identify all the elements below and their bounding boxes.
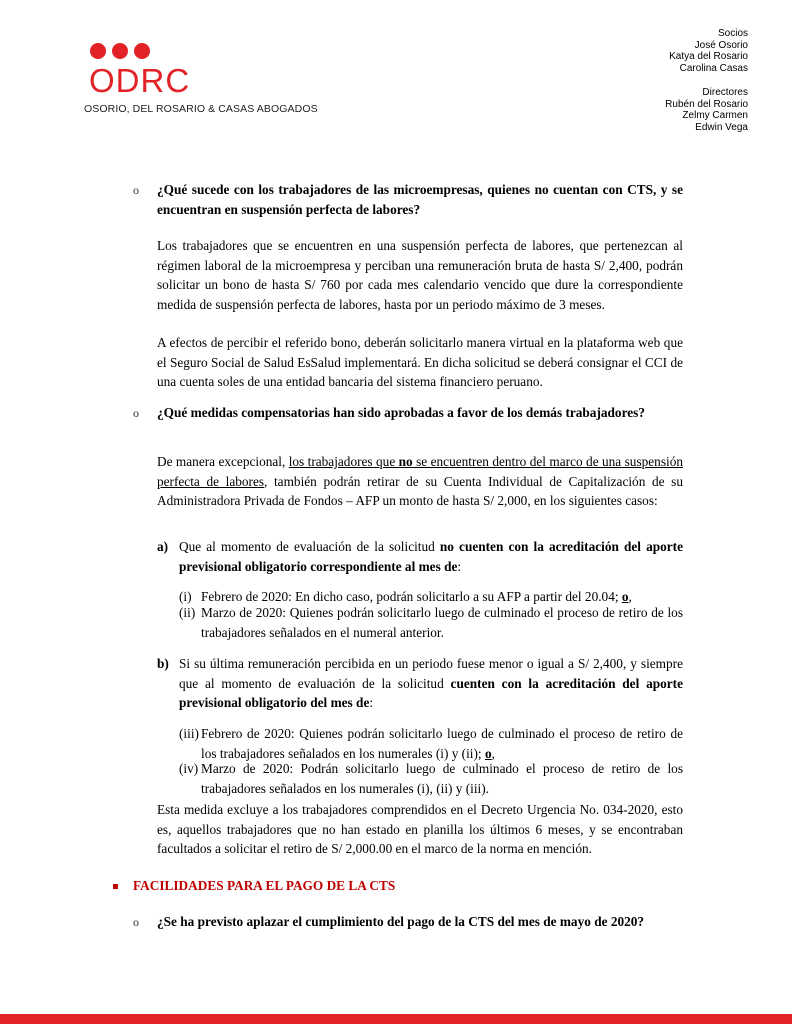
list-bullet-icon: o bbox=[133, 183, 139, 197]
section-heading: FACILIDADES PARA EL PAGO DE LA CTS bbox=[133, 878, 396, 893]
logo-dot bbox=[112, 43, 128, 59]
partners-title: Socios bbox=[717, 28, 748, 39]
brand-name: ODRC bbox=[89, 62, 191, 99]
partner-name: José Osorio bbox=[694, 39, 748, 51]
paragraph-afp-withdrawal: De manera excepcional, los trabajadores que no se encuentren dentro del marco de una suspensión perfecta de labores, también podrán retirar de su Cuenta Individual de Capitalización de su Administradora Privada de Fondos – AFP un monto de hasta S/ 2,000, en los siguientes casos: bbox=[157, 454, 683, 508]
logo-dot bbox=[90, 43, 106, 59]
paragraph-bonus: Los trabajadores que se encuentren en una suspensión perfecta de labores, que pertenezcan al régimen laboral de la microempresa y perciban una remuneración bruta de hasta S/ 2,400, podrán solicitar un bono de hasta S/ 760 por cada mes calendario vencido que dure la correspondiente medida de suspensión perfecta de labores, hasta por un periodo máximo de 3 meses. bbox=[157, 238, 683, 312]
list-bullet-icon: o bbox=[133, 406, 139, 420]
list-bullet-icon: o bbox=[133, 915, 139, 929]
question-postpone-cts: ¿Se ha previsto aplazar el cumplimiento del pago de la CTS del mes de mayo de 2020? bbox=[157, 914, 645, 929]
item-marker: (ii) bbox=[179, 605, 196, 620]
director-name: Rubén del Rosario bbox=[665, 98, 748, 110]
item-marker: (iii) bbox=[179, 726, 199, 741]
question-compensatory: ¿Qué medidas compensatorias han sido aprobadas a favor de los demás trabajadores? bbox=[157, 405, 645, 420]
case-ii: Marzo de 2020: Quienes podrán solicitarlo luego de culminado el proceso de retiro de los trabajadores señalados en el numeral anterior. bbox=[201, 605, 683, 640]
question-microenterprise: ¿Qué sucede con los trabajadores de las microempresas, quienes no cuentan con CTS, y se encuentran en suspensión perfecta de labores? bbox=[157, 182, 683, 217]
footer-bar bbox=[0, 1014, 792, 1024]
logo-dot bbox=[134, 43, 150, 59]
case-i: Febrero de 2020: En dicho caso, podrán solicitarlo a su AFP a partir del 20.04; o, bbox=[201, 589, 632, 604]
item-marker: a) bbox=[157, 539, 169, 554]
item-marker: (iv) bbox=[179, 761, 199, 776]
director-name: Zelmy Carmen bbox=[682, 110, 748, 121]
logo-dots bbox=[90, 43, 190, 63]
paragraph-exclusion: Esta medida excluye a los trabajadores comprendidos en el Decreto Urgencia No. 034-2020, esto es, aquellos trabajadores que no han estado en planilla los últimos 6 meses, y se encontraban facultados a solicitar el retiro de S/ 2,000.00 en el marco de la norma en mención. bbox=[157, 802, 683, 856]
square-bullet-icon bbox=[113, 884, 118, 889]
firm-name: OSORIO, DEL ROSARIO & CASAS ABOGADOS bbox=[84, 103, 318, 115]
case-a: Que al momento de evaluación de la solicitud no cuenten con la acreditación del aporte previsional obligatorio correspondiente al mes de: bbox=[179, 539, 683, 574]
item-marker: (i) bbox=[179, 589, 192, 604]
partner-name: Katya del Rosario bbox=[669, 51, 748, 62]
partner-name: Carolina Casas bbox=[679, 62, 748, 74]
case-iii: Febrero de 2020: Quienes podrán solicitarlo luego de culminado el proceso de retiro de los trabajadores señalados en los numerales (i) y (ii); o, bbox=[201, 726, 683, 761]
director-name: Edwin Vega bbox=[695, 121, 748, 133]
firm-members bbox=[665, 28, 748, 133]
case-iv: Marzo de 2020: Podrán solicitarlo luego de culminado el proceso de retiro de los trabajadores señalados en los numerales (i), (ii) y (iii). bbox=[201, 761, 683, 796]
item-marker: b) bbox=[157, 656, 169, 671]
paragraph-essalud: A efectos de percibir el referido bono, deberán solicitarlo manera virtual en la plataforma web que el Seguro Social de Salud EsSalud implementará. En dicha solicitud se deberá consignar el CCI de una cuenta soles de una entidad bancaria del sistema financiero peruano. bbox=[157, 335, 683, 389]
case-b: Si su última remuneración percibida en un periodo fuese menor o igual a S/ 2,400, y siempre que al momento de evaluación de la solicitud cuenten con la acreditación del aporte previsional obligatorio del mes de: bbox=[179, 656, 684, 710]
directors-title: Directores bbox=[702, 87, 748, 98]
